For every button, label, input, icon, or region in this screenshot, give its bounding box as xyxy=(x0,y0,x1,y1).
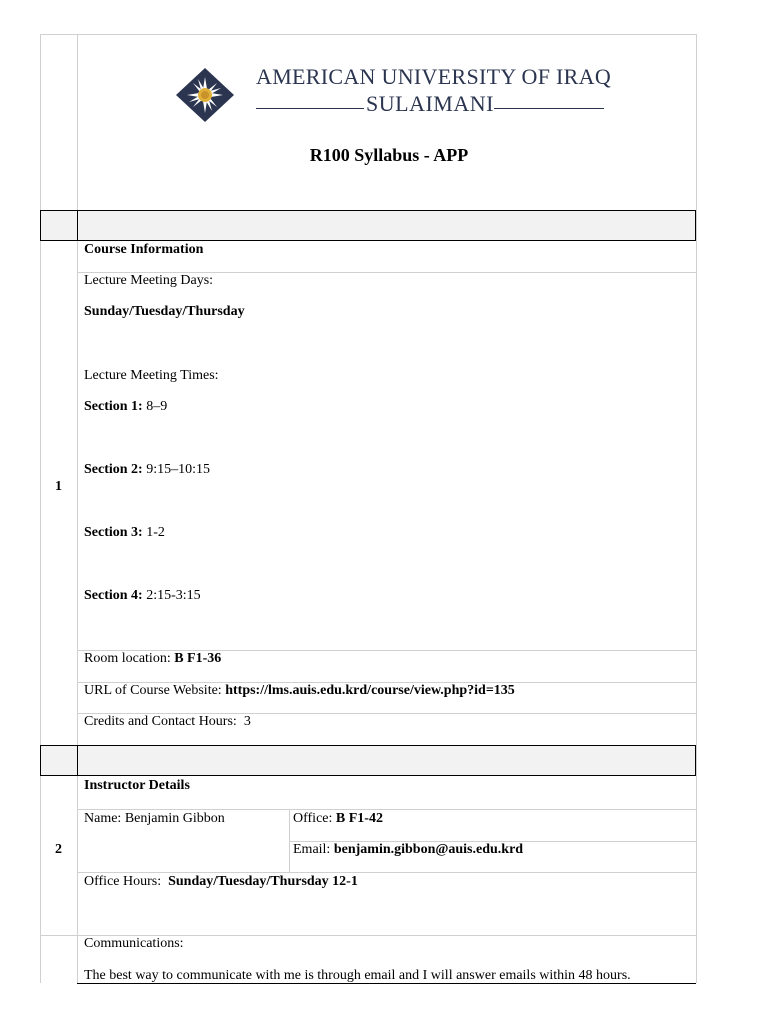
room-location: Room location: B F1-36 xyxy=(84,651,222,666)
credits-hours: Credits and Contact Hours: 3 xyxy=(84,714,251,729)
sun-emblem-icon xyxy=(174,66,236,124)
section-time-3: Section 3: 1-2 xyxy=(84,525,165,540)
course-website-link[interactable]: https://lms.auis.edu.krd/course/view.php?id=135 xyxy=(225,683,515,698)
frame-bottom xyxy=(77,983,696,984)
page-title: R100 Syllabus - APP xyxy=(309,145,469,165)
meeting-times-label: Lecture Meeting Times: xyxy=(84,368,219,383)
instructor-email: Email: benjamin.gibbon@auis.edu.krd xyxy=(293,842,524,857)
office-hours: Office Hours: Sunday/Tuesday/Thursday 12-1 xyxy=(84,874,358,889)
university-logo xyxy=(174,66,236,124)
instructor-details-heading: Instructor Details xyxy=(84,778,190,793)
university-name-line1: AMERICAN UNIVERSITY OF IRAQ xyxy=(256,64,612,89)
university-name-line2: SULAIMANI xyxy=(366,91,494,116)
section-number-2: 2 xyxy=(55,842,62,857)
row-divider xyxy=(77,872,696,873)
frame-right xyxy=(696,34,697,983)
instructor-email-link[interactable]: benjamin.gibbon@auis.edu.krd xyxy=(333,842,524,857)
communications-label: Communications: xyxy=(84,936,184,951)
course-website: URL of Course Website: https://lms.auis.edu.krd/course/view.php?id=135 xyxy=(84,683,515,698)
section-time-2: Section 2: 9:15–10:15 xyxy=(84,462,210,477)
instructor-office: Office: B F1-42 xyxy=(293,811,383,826)
frame-left xyxy=(40,34,41,983)
instructor-name: Name: Benjamin Gibbon xyxy=(84,811,225,826)
section-band-1 xyxy=(40,210,696,241)
communications-text: The best way to communicate with me is through email and I will answer emails within 48 hours. xyxy=(84,968,631,983)
section1-col-divider xyxy=(77,241,78,745)
row-divider xyxy=(77,809,696,810)
section-number-1: 1 xyxy=(55,479,62,494)
meeting-days-value: Sunday/Tuesday/Thursday xyxy=(84,304,245,319)
meeting-days-label: Lecture Meeting Days: xyxy=(84,273,214,288)
section2-col-divider xyxy=(77,776,78,983)
course-information-heading: Course Information xyxy=(84,242,204,257)
logo-rule-right xyxy=(494,108,604,109)
header-col-divider xyxy=(77,34,78,210)
section-band-2 xyxy=(40,745,696,776)
frame-top xyxy=(40,34,696,35)
section-time-4: Section 4: 2:15-3:15 xyxy=(84,588,201,603)
section-time-1: Section 1: 8–9 xyxy=(84,399,168,414)
